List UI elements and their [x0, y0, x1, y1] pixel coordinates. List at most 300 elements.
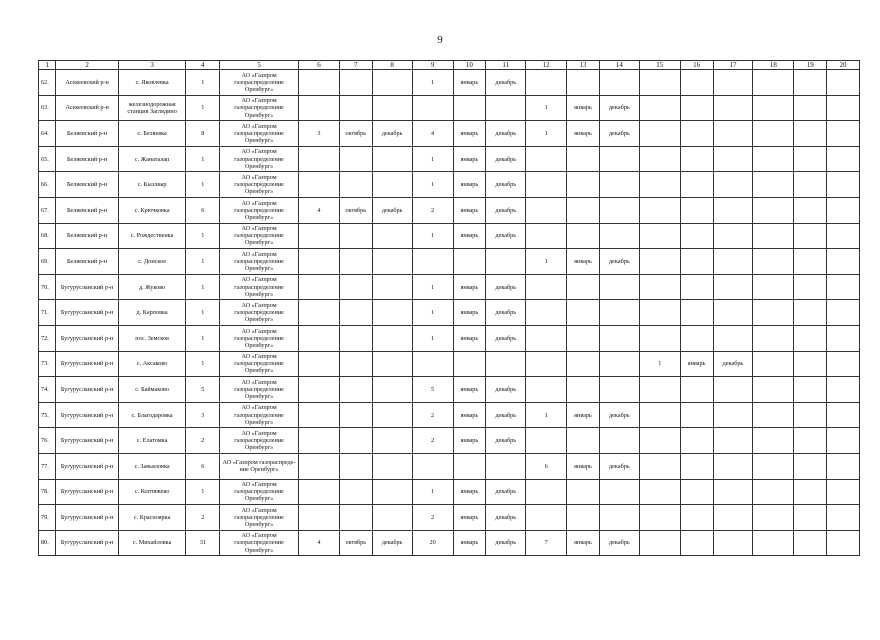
- table-cell: [599, 223, 639, 249]
- table-cell: [298, 70, 339, 96]
- table-cell: [713, 479, 753, 505]
- table-cell: Бугурусланский р-н: [56, 505, 118, 531]
- table-cell: 1: [186, 146, 220, 172]
- table-cell: [372, 223, 412, 249]
- table-cell: [827, 95, 860, 121]
- table-cell: [372, 351, 412, 377]
- table-cell: [713, 453, 753, 479]
- table-cell: [599, 274, 639, 300]
- table-row: [39, 377, 860, 403]
- table-cell: [298, 377, 339, 403]
- table-cell: [680, 530, 713, 556]
- table-cell: [526, 351, 567, 377]
- table-cell: [753, 428, 794, 454]
- table-row: [39, 300, 860, 326]
- table-cell: [372, 172, 412, 198]
- table-cell: [827, 377, 860, 403]
- table-cell: [298, 95, 339, 121]
- table-cell: Бугурусланский р-н: [56, 377, 118, 403]
- table-cell: [567, 146, 600, 172]
- table-cell: [298, 325, 339, 351]
- table-cell: с. Жанаталап: [118, 146, 186, 172]
- table-cell: декабрь: [599, 95, 639, 121]
- table-cell: [680, 198, 713, 224]
- table-cell: [753, 249, 794, 275]
- table-cell: [526, 198, 567, 224]
- table-cell: 73.: [39, 351, 56, 377]
- table-cell: Бугурусланский р-н: [56, 402, 118, 428]
- table-cell: 64.: [39, 121, 56, 147]
- table-cell: АО «Газпром газораспределение Оренбург»: [220, 95, 299, 121]
- table-cell: [713, 249, 753, 275]
- table-cell: Бугурусланский р-н: [56, 479, 118, 505]
- column-header: 11: [486, 61, 526, 70]
- table-cell: АО «Газпром газораспределение Оренбург»: [220, 172, 299, 198]
- table-cell: декабрь: [486, 325, 526, 351]
- table-cell: декабрь: [599, 249, 639, 275]
- table-cell: АО «Газпром газораспределение Оренбург»: [220, 121, 299, 147]
- table-cell: [753, 479, 794, 505]
- table-cell: 7: [526, 530, 567, 556]
- table-row: [39, 479, 860, 505]
- table-cell: [567, 325, 600, 351]
- table-cell: [753, 223, 794, 249]
- table-cell: [794, 274, 827, 300]
- column-header: 15: [639, 61, 680, 70]
- table-cell: декабрь: [486, 274, 526, 300]
- table-cell: [567, 198, 600, 224]
- table-cell: с. Баймаково: [118, 377, 186, 403]
- table-cell: Асекеевский р-н: [56, 95, 118, 121]
- table-cell: 5: [186, 377, 220, 403]
- table-cell: [372, 70, 412, 96]
- table-cell: [713, 172, 753, 198]
- table-cell: [372, 402, 412, 428]
- table-cell: Бугурусланский р-н: [56, 453, 118, 479]
- table-cell: 2: [186, 505, 220, 531]
- table-cell: 71.: [39, 300, 56, 326]
- table-cell: январь: [567, 95, 600, 121]
- table-cell: [526, 300, 567, 326]
- table-cell: [298, 351, 339, 377]
- table-cell: [639, 428, 680, 454]
- column-header: 1: [39, 61, 56, 70]
- table-cell: [827, 428, 860, 454]
- table-cell: [567, 479, 600, 505]
- table-row: [39, 530, 860, 556]
- table-cell: с. Красноярка: [118, 505, 186, 531]
- table-cell: с. Коптяжево: [118, 479, 186, 505]
- table-cell: январь: [453, 428, 486, 454]
- table-cell: 66.: [39, 172, 56, 198]
- table-cell: декабрь: [372, 530, 412, 556]
- table-cell: [526, 146, 567, 172]
- table-cell: 2: [412, 428, 453, 454]
- table-cell: Бугурусланский р-н: [56, 351, 118, 377]
- table-cell: декабрь: [599, 402, 639, 428]
- table-cell: [298, 249, 339, 275]
- table-cell: [526, 479, 567, 505]
- table-cell: 76.: [39, 428, 56, 454]
- table-cell: [639, 325, 680, 351]
- table-cell: 1: [186, 274, 220, 300]
- table-row: [39, 223, 860, 249]
- table-cell: [639, 530, 680, 556]
- table-cell: 6: [526, 453, 567, 479]
- table-cell: АО «Газпром газораспределение Оренбург»: [220, 249, 299, 275]
- table-cell: [339, 377, 372, 403]
- table-cell: [372, 249, 412, 275]
- table-cell: [339, 70, 372, 96]
- table-cell: [298, 479, 339, 505]
- table-cell: [639, 198, 680, 224]
- table-cell: [599, 172, 639, 198]
- table-cell: [567, 172, 600, 198]
- table-cell: [680, 428, 713, 454]
- table-cell: [526, 223, 567, 249]
- table-cell: январь: [453, 274, 486, 300]
- table-cell: Беляевский р-н: [56, 146, 118, 172]
- table-cell: 65.: [39, 146, 56, 172]
- table-cell: [298, 146, 339, 172]
- table-cell: 6: [186, 198, 220, 224]
- table-cell: январь: [453, 530, 486, 556]
- table-cell: [567, 428, 600, 454]
- table-cell: 1: [412, 274, 453, 300]
- table-cell: [639, 95, 680, 121]
- table-cell: 1: [186, 172, 220, 198]
- table-cell: [526, 428, 567, 454]
- table-cell: [298, 274, 339, 300]
- table-cell: [486, 351, 526, 377]
- table-cell: [680, 479, 713, 505]
- table-cell: 4: [298, 198, 339, 224]
- table-cell: Асекеевский р-н: [56, 70, 118, 96]
- table-cell: [599, 198, 639, 224]
- table-cell: январь: [453, 198, 486, 224]
- table-cell: 3: [186, 402, 220, 428]
- table-cell: 77.: [39, 453, 56, 479]
- table-cell: [794, 325, 827, 351]
- table-cell: [827, 70, 860, 96]
- table-cell: [372, 325, 412, 351]
- table-cell: 4: [412, 121, 453, 147]
- table-cell: 1: [412, 146, 453, 172]
- table-cell: [339, 249, 372, 275]
- table-cell: 72.: [39, 325, 56, 351]
- table-cell: [753, 172, 794, 198]
- table-cell: [794, 249, 827, 275]
- table-cell: АО «Газпром газораспределение Оренбург»: [220, 402, 299, 428]
- table-cell: с. Кызлиар: [118, 172, 186, 198]
- table-cell: [339, 95, 372, 121]
- table-cell: [680, 274, 713, 300]
- table-cell: [639, 402, 680, 428]
- table-row: [39, 274, 860, 300]
- table-cell: [827, 453, 860, 479]
- table-cell: [372, 479, 412, 505]
- table-cell: [794, 428, 827, 454]
- table-cell: [827, 121, 860, 147]
- table-cell: [827, 351, 860, 377]
- table-cell: январь: [453, 121, 486, 147]
- table-cell: декабрь: [486, 300, 526, 326]
- table-cell: [298, 453, 339, 479]
- table-cell: [794, 351, 827, 377]
- table-cell: [412, 95, 453, 121]
- table-cell: [753, 121, 794, 147]
- table-cell: Бугурусланский р-н: [56, 325, 118, 351]
- table-cell: [339, 428, 372, 454]
- table-cell: [372, 453, 412, 479]
- table-cell: январь: [567, 453, 600, 479]
- table-cell: [412, 351, 453, 377]
- table-cell: [827, 479, 860, 505]
- table-cell: [827, 274, 860, 300]
- table-cell: [680, 172, 713, 198]
- table-cell: декабрь: [486, 70, 526, 96]
- table-cell: 1: [412, 479, 453, 505]
- table-cell: [639, 479, 680, 505]
- table-cell: январь: [453, 223, 486, 249]
- table-cell: январь: [453, 325, 486, 351]
- table-cell: Беляевский р-н: [56, 121, 118, 147]
- table-cell: [713, 121, 753, 147]
- table-row: [39, 428, 860, 454]
- table-cell: АО «Газпром газораспределение Оренбург»: [220, 351, 299, 377]
- table-cell: [827, 325, 860, 351]
- table-cell: Беляевский р-н: [56, 172, 118, 198]
- table-cell: [339, 479, 372, 505]
- table-cell: АО «Газпром газораспределение Оренбург»: [220, 198, 299, 224]
- table-cell: [713, 198, 753, 224]
- table-cell: декабрь: [486, 377, 526, 403]
- table-cell: [412, 249, 453, 275]
- table-cell: [567, 300, 600, 326]
- table-cell: 5: [412, 377, 453, 403]
- table-cell: декабрь: [372, 121, 412, 147]
- table-cell: железнодорожная станция Заглядино: [118, 95, 186, 121]
- table-cell: [794, 172, 827, 198]
- table-cell: декабрь: [486, 402, 526, 428]
- table-cell: [298, 223, 339, 249]
- table-cell: [753, 95, 794, 121]
- table-cell: [680, 325, 713, 351]
- table-cell: [680, 505, 713, 531]
- table-cell: [372, 95, 412, 121]
- table-cell: [298, 402, 339, 428]
- table-cell: январь: [453, 146, 486, 172]
- table-row: [39, 325, 860, 351]
- table-cell: 1: [526, 95, 567, 121]
- table-cell: [599, 479, 639, 505]
- table-cell: [827, 198, 860, 224]
- table-cell: [794, 300, 827, 326]
- table-cell: октябрь: [339, 198, 372, 224]
- table-cell: [339, 300, 372, 326]
- table-cell: АО «Газпром газораспределение Оренбург»: [220, 300, 299, 326]
- table-cell: [298, 428, 339, 454]
- table-cell: АО «Газпром газораспределение Оренбург»: [220, 274, 299, 300]
- table-cell: [827, 300, 860, 326]
- table-cell: [680, 70, 713, 96]
- table-cell: декабрь: [599, 453, 639, 479]
- table-cell: [339, 505, 372, 531]
- table-row: [39, 172, 860, 198]
- table-cell: [599, 325, 639, 351]
- table-cell: 3: [298, 121, 339, 147]
- table-row: [39, 351, 860, 377]
- table-cell: [639, 121, 680, 147]
- table-cell: [713, 377, 753, 403]
- table-cell: 80.: [39, 530, 56, 556]
- table-cell: [713, 274, 753, 300]
- column-header: 17: [713, 61, 753, 70]
- table-cell: АО «Газпром газораспределение Оренбург»: [220, 70, 299, 96]
- table-cell: 1: [526, 402, 567, 428]
- table-cell: Бугурусланский р-н: [56, 530, 118, 556]
- table-cell: [827, 249, 860, 275]
- table-cell: январь: [453, 479, 486, 505]
- table-cell: [372, 300, 412, 326]
- column-header: 6: [298, 61, 339, 70]
- table-cell: 1: [186, 249, 220, 275]
- column-header: 10: [453, 61, 486, 70]
- table-cell: [453, 351, 486, 377]
- table-cell: [713, 95, 753, 121]
- page-number: 9: [437, 34, 443, 46]
- table-cell: [753, 402, 794, 428]
- table-cell: январь: [567, 402, 600, 428]
- table-cell: 1: [412, 172, 453, 198]
- table-cell: [599, 351, 639, 377]
- table-cell: [526, 274, 567, 300]
- table-cell: декабрь: [713, 351, 753, 377]
- table-cell: [486, 453, 526, 479]
- column-header: 5: [220, 61, 299, 70]
- table-cell: [599, 146, 639, 172]
- table-cell: январь: [453, 402, 486, 428]
- table-cell: 70.: [39, 274, 56, 300]
- table-cell: [339, 274, 372, 300]
- table-cell: [639, 453, 680, 479]
- table-cell: [639, 223, 680, 249]
- table-cell: декабрь: [486, 428, 526, 454]
- column-header: 14: [599, 61, 639, 70]
- table-cell: [753, 377, 794, 403]
- table-cell: [298, 300, 339, 326]
- column-header: 12: [526, 61, 567, 70]
- table-cell: [680, 146, 713, 172]
- table-cell: [567, 223, 600, 249]
- table-cell: [794, 377, 827, 403]
- table-cell: 62.: [39, 70, 56, 96]
- table-cell: с. Яковлевка: [118, 70, 186, 96]
- table-cell: [639, 146, 680, 172]
- table-cell: 79.: [39, 505, 56, 531]
- table-cell: [599, 428, 639, 454]
- table-cell: 63.: [39, 95, 56, 121]
- table-cell: [713, 505, 753, 531]
- table-cell: [599, 70, 639, 96]
- table-cell: АО «Газпром газораспределение Оренбург»: [220, 223, 299, 249]
- table-cell: декабрь: [486, 121, 526, 147]
- table-cell: 74.: [39, 377, 56, 403]
- table-cell: с. Михайловка: [118, 530, 186, 556]
- table-cell: январь: [567, 530, 600, 556]
- table-row: [39, 453, 860, 479]
- table-cell: декабрь: [599, 530, 639, 556]
- table-cell: д. Жуково: [118, 274, 186, 300]
- table-cell: [567, 377, 600, 403]
- table-cell: [639, 70, 680, 96]
- table-cell: [680, 249, 713, 275]
- table-cell: АО «Газпром газораспределение Оренбург»: [220, 146, 299, 172]
- table-cell: 1: [412, 325, 453, 351]
- table-cell: [827, 172, 860, 198]
- table-cell: [372, 505, 412, 531]
- table-cell: 1: [186, 479, 220, 505]
- table-cell: Бугурусланский р-н: [56, 300, 118, 326]
- table-cell: с. Беляевка: [118, 121, 186, 147]
- table-cell: [298, 505, 339, 531]
- table-row: [39, 198, 860, 224]
- table-cell: [713, 325, 753, 351]
- table-cell: [372, 377, 412, 403]
- table-cell: [794, 453, 827, 479]
- table-cell: АО «Газпром газораспреде-ние Оренбург»: [220, 453, 299, 479]
- table-cell: [827, 530, 860, 556]
- table-row: [39, 249, 860, 275]
- table-cell: [639, 249, 680, 275]
- table-row: [39, 121, 860, 147]
- table-cell: [526, 377, 567, 403]
- table-cell: 1: [186, 223, 220, 249]
- table-cell: с. Завьяловка: [118, 453, 186, 479]
- table-cell: 2: [412, 402, 453, 428]
- column-header: 16: [680, 61, 713, 70]
- table-cell: январь: [567, 249, 600, 275]
- table-cell: 1: [186, 95, 220, 121]
- schedule-table: [38, 60, 860, 556]
- column-header: 13: [567, 61, 600, 70]
- table-cell: [339, 453, 372, 479]
- table-cell: [639, 505, 680, 531]
- table-row: [39, 505, 860, 531]
- table-cell: октябрь: [339, 121, 372, 147]
- table-cell: [680, 453, 713, 479]
- column-header: 4: [186, 61, 220, 70]
- table-cell: 20: [412, 530, 453, 556]
- table-cell: [794, 95, 827, 121]
- table-cell: [599, 300, 639, 326]
- table-cell: 2: [412, 198, 453, 224]
- table-cell: [827, 223, 860, 249]
- table-cell: [372, 146, 412, 172]
- table-cell: декабрь: [599, 121, 639, 147]
- table-cell: Беляевский р-н: [56, 223, 118, 249]
- table-cell: январь: [453, 505, 486, 531]
- table-cell: [794, 479, 827, 505]
- table-cell: д. Карповка: [118, 300, 186, 326]
- table-cell: январь: [680, 351, 713, 377]
- table-cell: [298, 172, 339, 198]
- table-cell: АО «Газпром газораспределение Оренбург»: [220, 479, 299, 505]
- table-cell: [453, 249, 486, 275]
- table-cell: январь: [453, 172, 486, 198]
- table-cell: 6: [186, 453, 220, 479]
- table-cell: 1: [186, 300, 220, 326]
